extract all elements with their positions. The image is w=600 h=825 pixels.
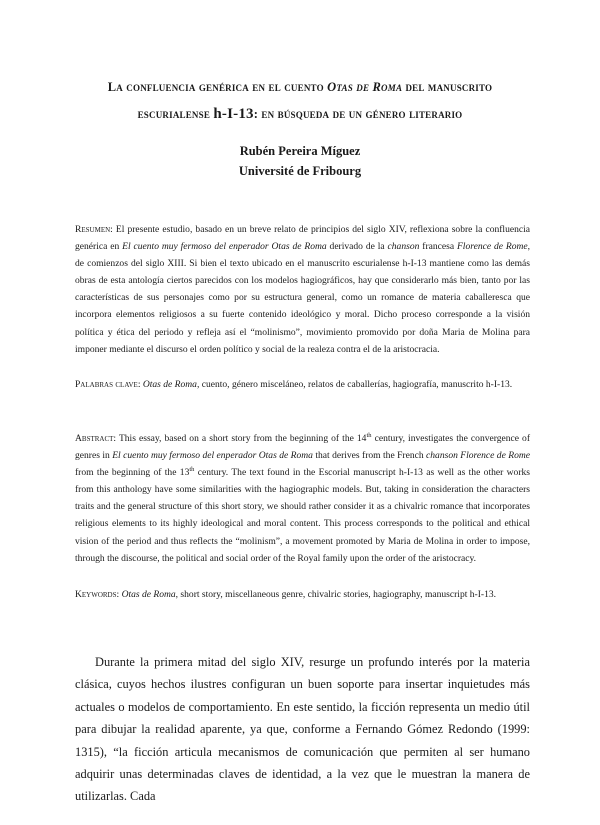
palabras-clave-text-1: : <box>137 379 143 390</box>
palabras-clave-label: Palabras clave <box>75 379 138 390</box>
body-paragraph: Durante la primera mitad del siglo XIV, resurge un profundo interés por la materia clásica, cuyos hechos ilustres configuran un buen soporte para insertar inquietudes más actuales o modelos de comportamiento. En este sentido, la ficción representa un medio útil para dibujar la realidad aparente, ya que, conforme a Fernando Gómez Redondo (1999: 1315), “la ficción articula mecanismos de comunicación que permiten al ser humano adquirir unas determinadas claves de identidad, a la vez que le muestran la manera de utilizarlas. Cada <box>75 655 530 804</box>
title-part-4: escurialense <box>137 107 214 121</box>
abstract-text-2: century, investigates the convergence of genres in <box>75 433 531 462</box>
abstract-text-7: century. The text found in the Escorial manuscript h-I-13 as well as the other works from this anthology have some similarities with the hagiographic models. But, taking in consideration the characters traits and the general structure of this short story, we should rather consider it as a chivalric romance that incorporates religious elements to its highly ideological and moral content. This process corresponds to the political and ethical vision of the period and thus reflects the “molinism”, a movement promoted by Maria de Molina in order to impose, through the discourse, the political and social order of the Royal family upon the order of the aristocracy. <box>75 467 530 564</box>
abstract-text-6: from the beginning of the 13 <box>75 467 190 479</box>
resumen-label: Resumen <box>75 224 111 235</box>
title-manuscript-id: h-I-13 <box>213 106 254 122</box>
title-part-6: : en búsqueda de un género literario <box>253 107 463 121</box>
resumen-chanson: chanson <box>387 241 420 253</box>
palabras-clave-work: Otas de Roma <box>142 379 197 390</box>
author-name: Rubén Pereira Míguez <box>239 144 361 158</box>
title-work-name: Otas de Roma <box>327 80 403 94</box>
abstract-sup-2: th <box>189 466 195 474</box>
resumen-text-3: derivado de la <box>326 241 388 253</box>
abstract-paragraph <box>75 430 530 567</box>
article-title <box>70 74 530 128</box>
resumen-text-1: : El presente estudio, basado en un breve relato de principios del siglo XIV, reflexiona sobre la confluencia genérica en <box>75 224 530 253</box>
keywords-text-1: : <box>116 589 122 600</box>
author-affiliation: Université de Fribourg <box>238 164 362 178</box>
keywords-work: Otas de Roma <box>121 589 176 600</box>
resumen-paragraph <box>75 221 530 358</box>
keywords-text-3: , short story, miscellaneous genre, chivalric stories, hagiography, manuscript h-I-13. <box>175 589 497 600</box>
abstract-chanson: chanson Florence de Rome <box>426 450 530 462</box>
title-part-1: La confluencia genérica en el cuento <box>107 80 328 94</box>
title-part-3: del manuscrito <box>402 80 493 94</box>
author-block <box>0 141 600 181</box>
palabras-clave-paragraph <box>75 376 530 393</box>
abstract-label: Abstract <box>75 433 114 444</box>
abstract-text-1: : This essay, based on a short story from the beginning of the 14 <box>113 433 367 444</box>
keywords-paragraph <box>75 586 530 603</box>
abstract-sup-1: th <box>366 431 372 439</box>
abstract-text-4: that derives from the French <box>312 450 427 462</box>
abstract-work-title: El cuento muy fermoso del enperador Otas de Roma <box>112 450 313 462</box>
resumen-text-7: , de comienzos del siglo XIII. Si bien el texto ubicado en el manuscrito escurialense h-I-13 mantiene como las demás obras de esta antología ciertos parecidos con los modelos hagiográficos, hay que considerarlo más bien, tanto por las características de sus personajes como por su estructura general, como un romance de materia caballeresca que incorpora elementos religiosos a su fuerte contenido ideológico y moral. Dicho proceso corresponde a la visión política y ética del periodo y refleja así el “molinismo”, movimiento promovido por doña Maria de Molina para imponer mediante el discurso el orden político y social de la realeza contra el de la aristocracia. <box>75 241 530 355</box>
resumen-text-5: francesa <box>419 241 457 253</box>
keywords-label: Keywords <box>75 589 117 600</box>
resumen-work-title: El cuento muy fermoso del enperador Otas de Roma <box>122 241 327 253</box>
resumen-florence: Florence de Rome <box>456 241 528 253</box>
palabras-clave-text-3: , cuento, género misceláneo, relatos de caballerías, hagiografía, manuscrito h-I-13. <box>196 379 513 390</box>
